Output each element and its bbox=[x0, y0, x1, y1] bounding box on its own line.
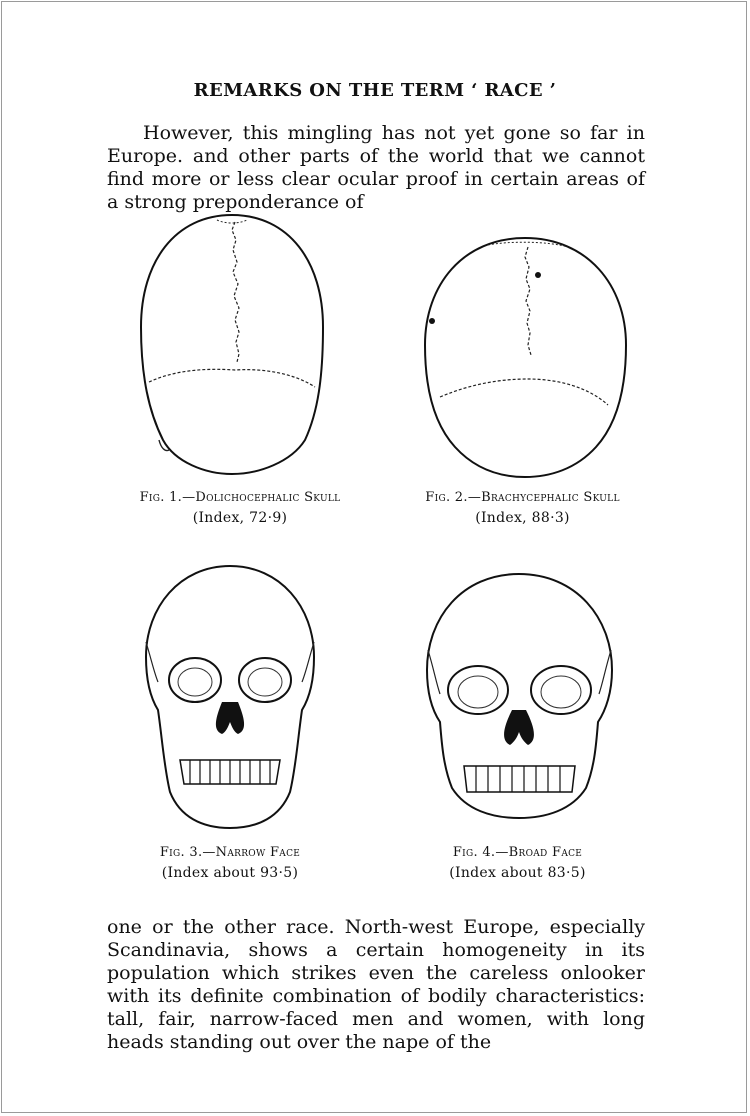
figure-3-index: (Index about 93·5) bbox=[161, 865, 299, 881]
figure-2-brachycephalic-skull bbox=[418, 235, 633, 480]
figure-1-caption bbox=[110, 488, 370, 528]
figure-4-caption bbox=[400, 843, 635, 883]
figure-4-broad-face-skull bbox=[422, 570, 617, 820]
figure-2-index: (Index, 88·3) bbox=[475, 510, 570, 526]
paragraph-bottom: one or the other race. North-west Europe, especially Scandinavia, shows a certain homogeneity in its population which strikes even the careless onlooker with its definite combination of bodily characteristics: tall, fair, narrow-faced men and women, with long heads standing out over the nape of the bbox=[107, 916, 645, 1053]
figure-2-caption bbox=[390, 488, 655, 528]
figure-1-index: (Index, 72·9) bbox=[192, 510, 288, 526]
paragraph-top: However, this mingling has not yet gone so far in Europe. and other parts of the world that we cannot find more or less clear ocular proof in certain areas of a strong preponderance of bbox=[107, 122, 645, 213]
figure-2-label: Fig. 2.—Brachycephalic Skull bbox=[425, 490, 620, 505]
figure-4-label: Fig. 4.—Broad Face bbox=[452, 845, 583, 860]
running-header: REMARKS ON THE TERM ‘ RACE ’ bbox=[193, 80, 557, 101]
figure-4-index: (Index about 83·5) bbox=[449, 865, 586, 881]
figure-1-dolichocephalic-skull bbox=[135, 212, 330, 477]
figure-3-caption bbox=[115, 843, 345, 883]
figure-3-label: Fig. 3.—Narrow Face bbox=[159, 845, 301, 860]
figure-3-narrow-face-skull bbox=[140, 562, 320, 832]
figure-1-label: Fig. 1.—Dolichocephalic Skull bbox=[139, 490, 341, 505]
